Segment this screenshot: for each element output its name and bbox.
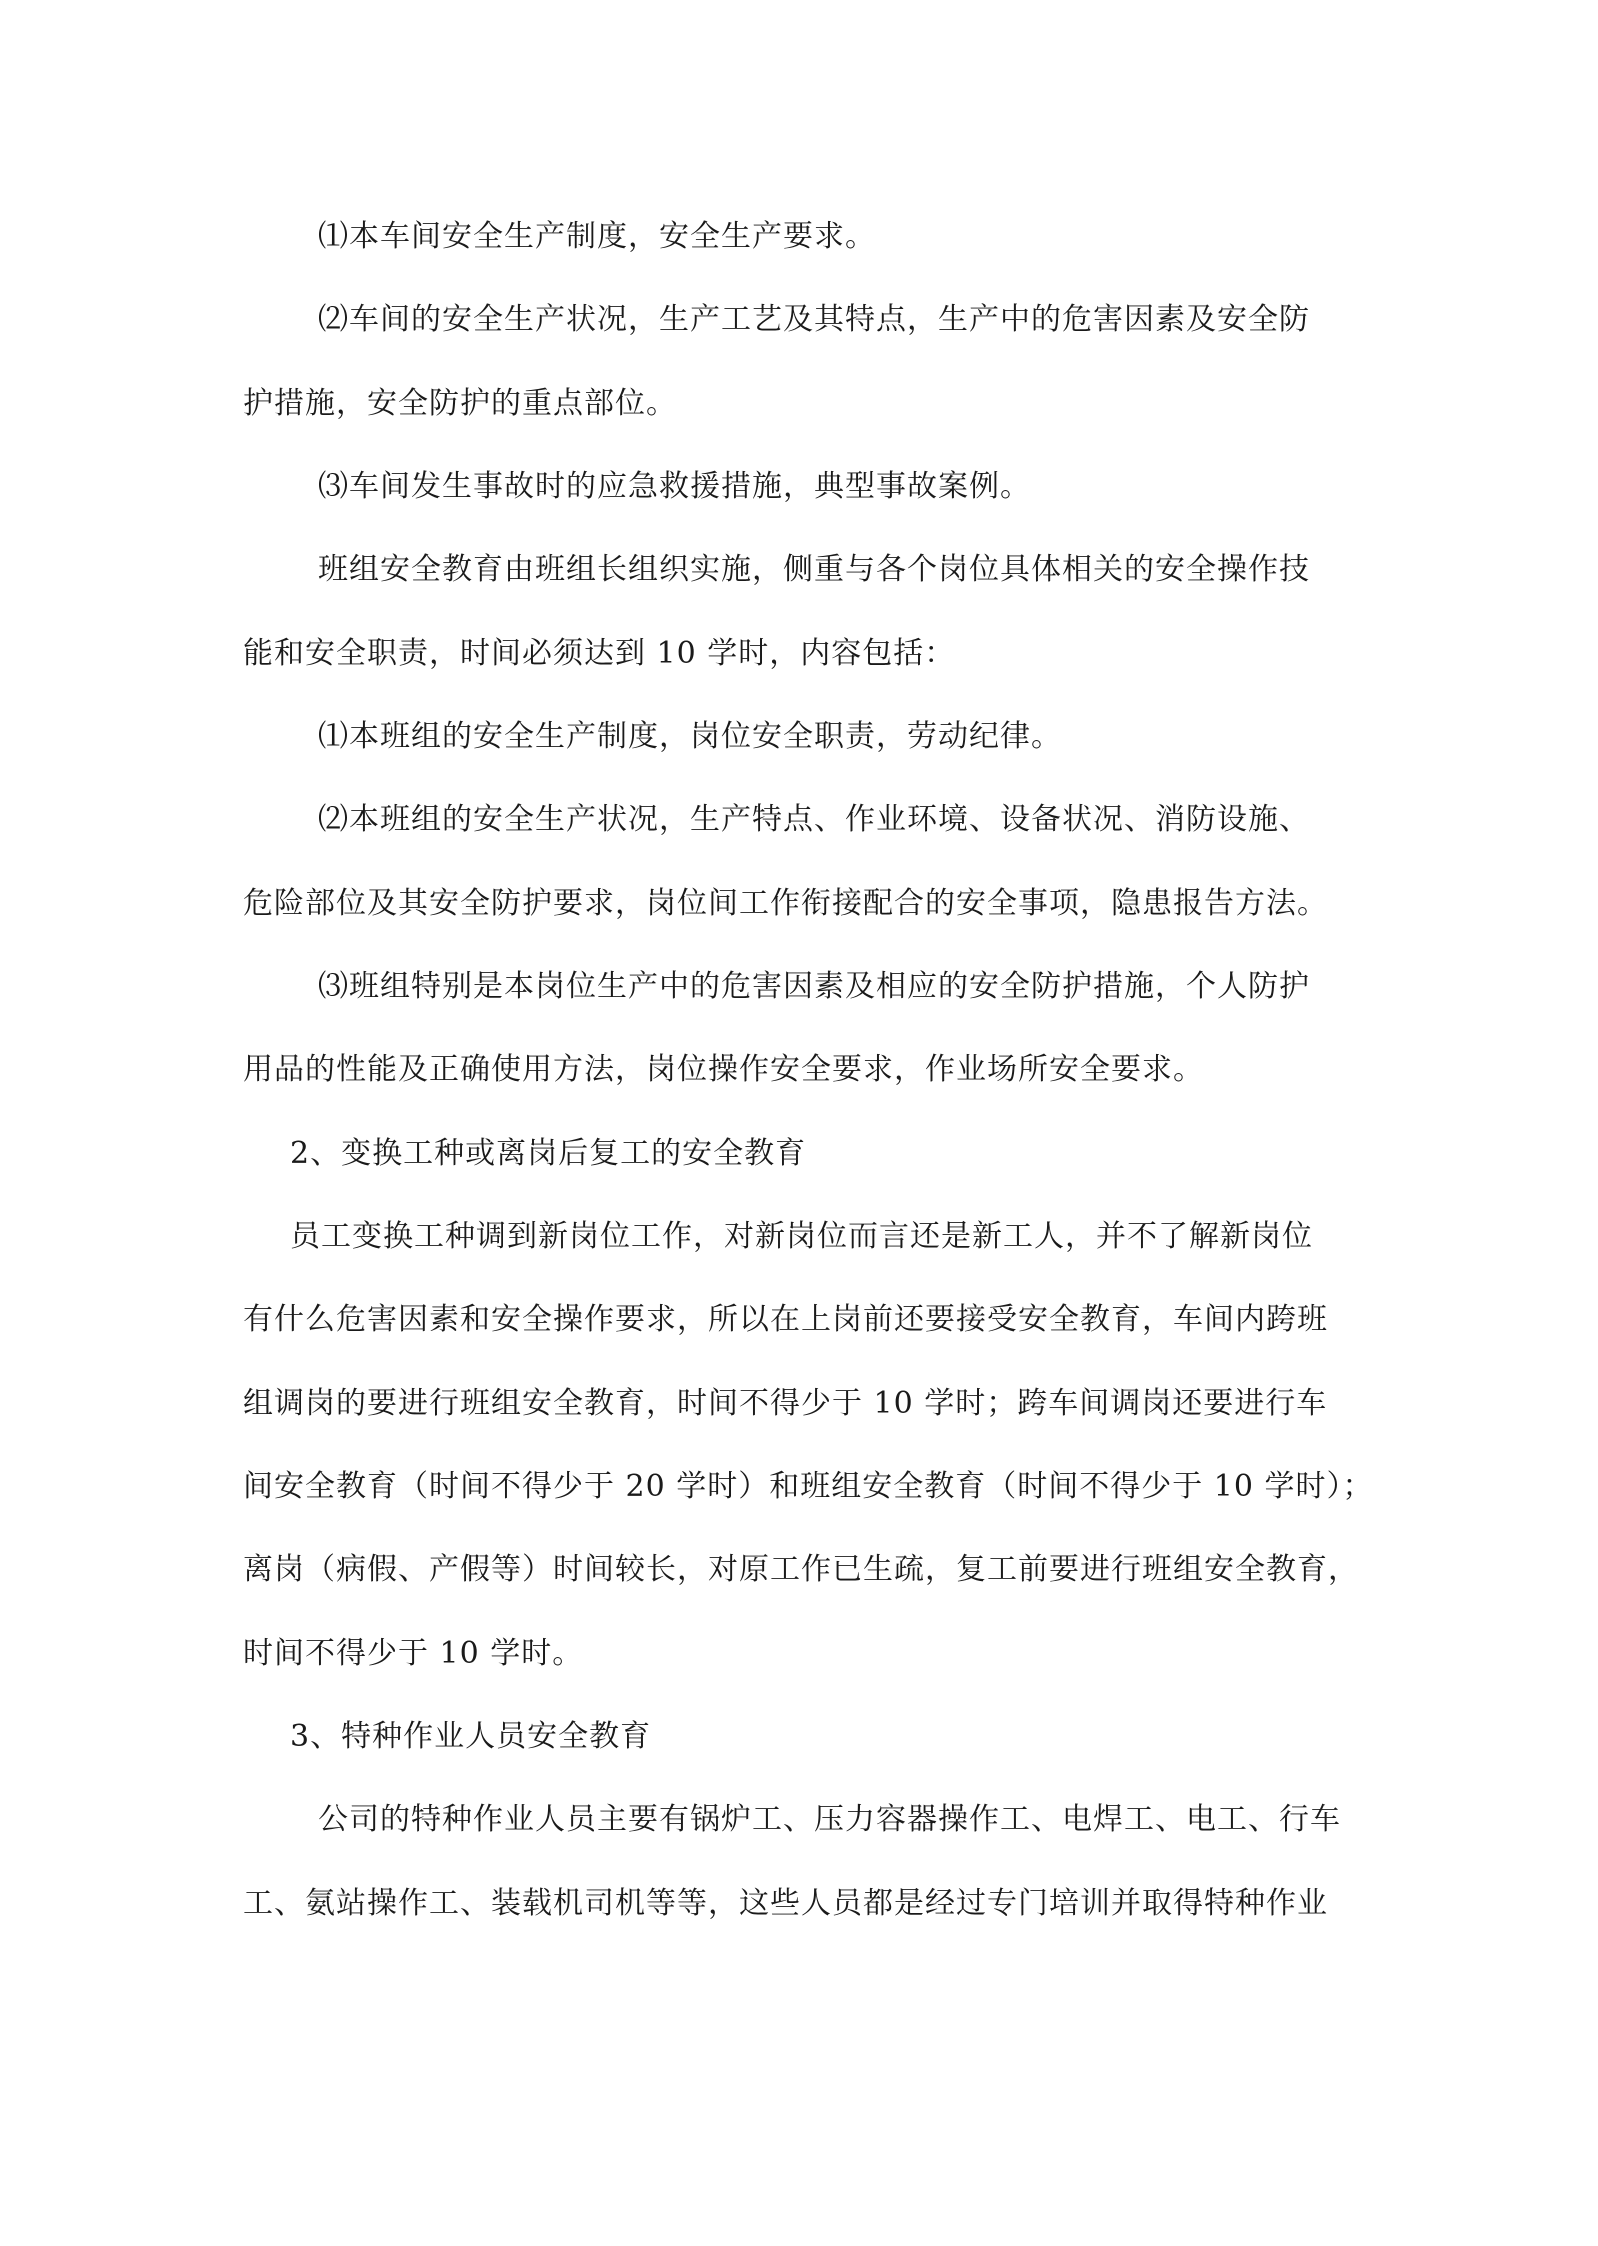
text-line: 组调岗的要进行班组安全教育，时间不得少于 10 学时；跨车间调岗还要进行车 bbox=[243, 1386, 1328, 1421]
text-line: 护措施，安全防护的重点部位。 bbox=[243, 386, 677, 421]
section-heading: 3、特种作业人员安全教育 bbox=[290, 1719, 652, 1754]
text-line: ⑶班组特别是本岗位生产中的危害因素及相应的安全防护措施，个人防护 bbox=[318, 969, 1310, 1004]
text-line: 公司的特种作业人员主要有锅炉工、压力容器操作工、电焊工、电工、行车 bbox=[318, 1802, 1341, 1837]
text-line: ⑴本班组的安全生产制度，岗位安全职责，劳动纪律。 bbox=[318, 719, 1062, 754]
text-line: 间安全教育（时间不得少于 20 学时）和班组安全教育（时间不得少于 10 学时）； bbox=[243, 1469, 1374, 1504]
text-line: ⑴本车间安全生产制度，安全生产要求。 bbox=[318, 219, 876, 254]
text-line: ⑵本班组的安全生产状况，生产特点、作业环境、设备状况、消防设施、 bbox=[318, 802, 1310, 837]
text-line: 离岗（病假、产假等）时间较长，对原工作已生疏，复工前要进行班组安全教育， bbox=[243, 1552, 1359, 1587]
text-line: 时间不得少于 10 学时。 bbox=[243, 1636, 584, 1671]
text-line: 能和安全职责，时间必须达到 10 学时，内容包括： bbox=[243, 636, 956, 671]
text-line: 工、氨站操作工、装载机司机等等，这些人员都是经过专门培训并取得特种作业 bbox=[243, 1886, 1328, 1921]
text-line: ⑶车间发生事故时的应急救援措施，典型事故案例。 bbox=[318, 469, 1031, 504]
text-line: 用品的性能及正确使用方法，岗位操作安全要求，作业场所安全要求。 bbox=[243, 1052, 1204, 1087]
text-line: ⑵车间的安全生产状况，生产工艺及其特点，生产中的危害因素及安全防 bbox=[318, 302, 1310, 337]
text-line: 危险部位及其安全防护要求，岗位间工作衔接配合的安全事项，隐患报告方法。 bbox=[243, 886, 1328, 921]
text-line: 班组安全教育由班组长组织实施，侧重与各个岗位具体相关的安全操作技 bbox=[318, 552, 1310, 587]
text-line: 有什么危害因素和安全操作要求，所以在上岗前还要接受安全教育，车间内跨班 bbox=[243, 1302, 1328, 1337]
text-line: 员工变换工种调到新岗位工作，对新岗位而言还是新工人，并不了解新岗位 bbox=[290, 1219, 1313, 1254]
section-heading: 2、变换工种或离岗后复工的安全教育 bbox=[290, 1136, 807, 1171]
